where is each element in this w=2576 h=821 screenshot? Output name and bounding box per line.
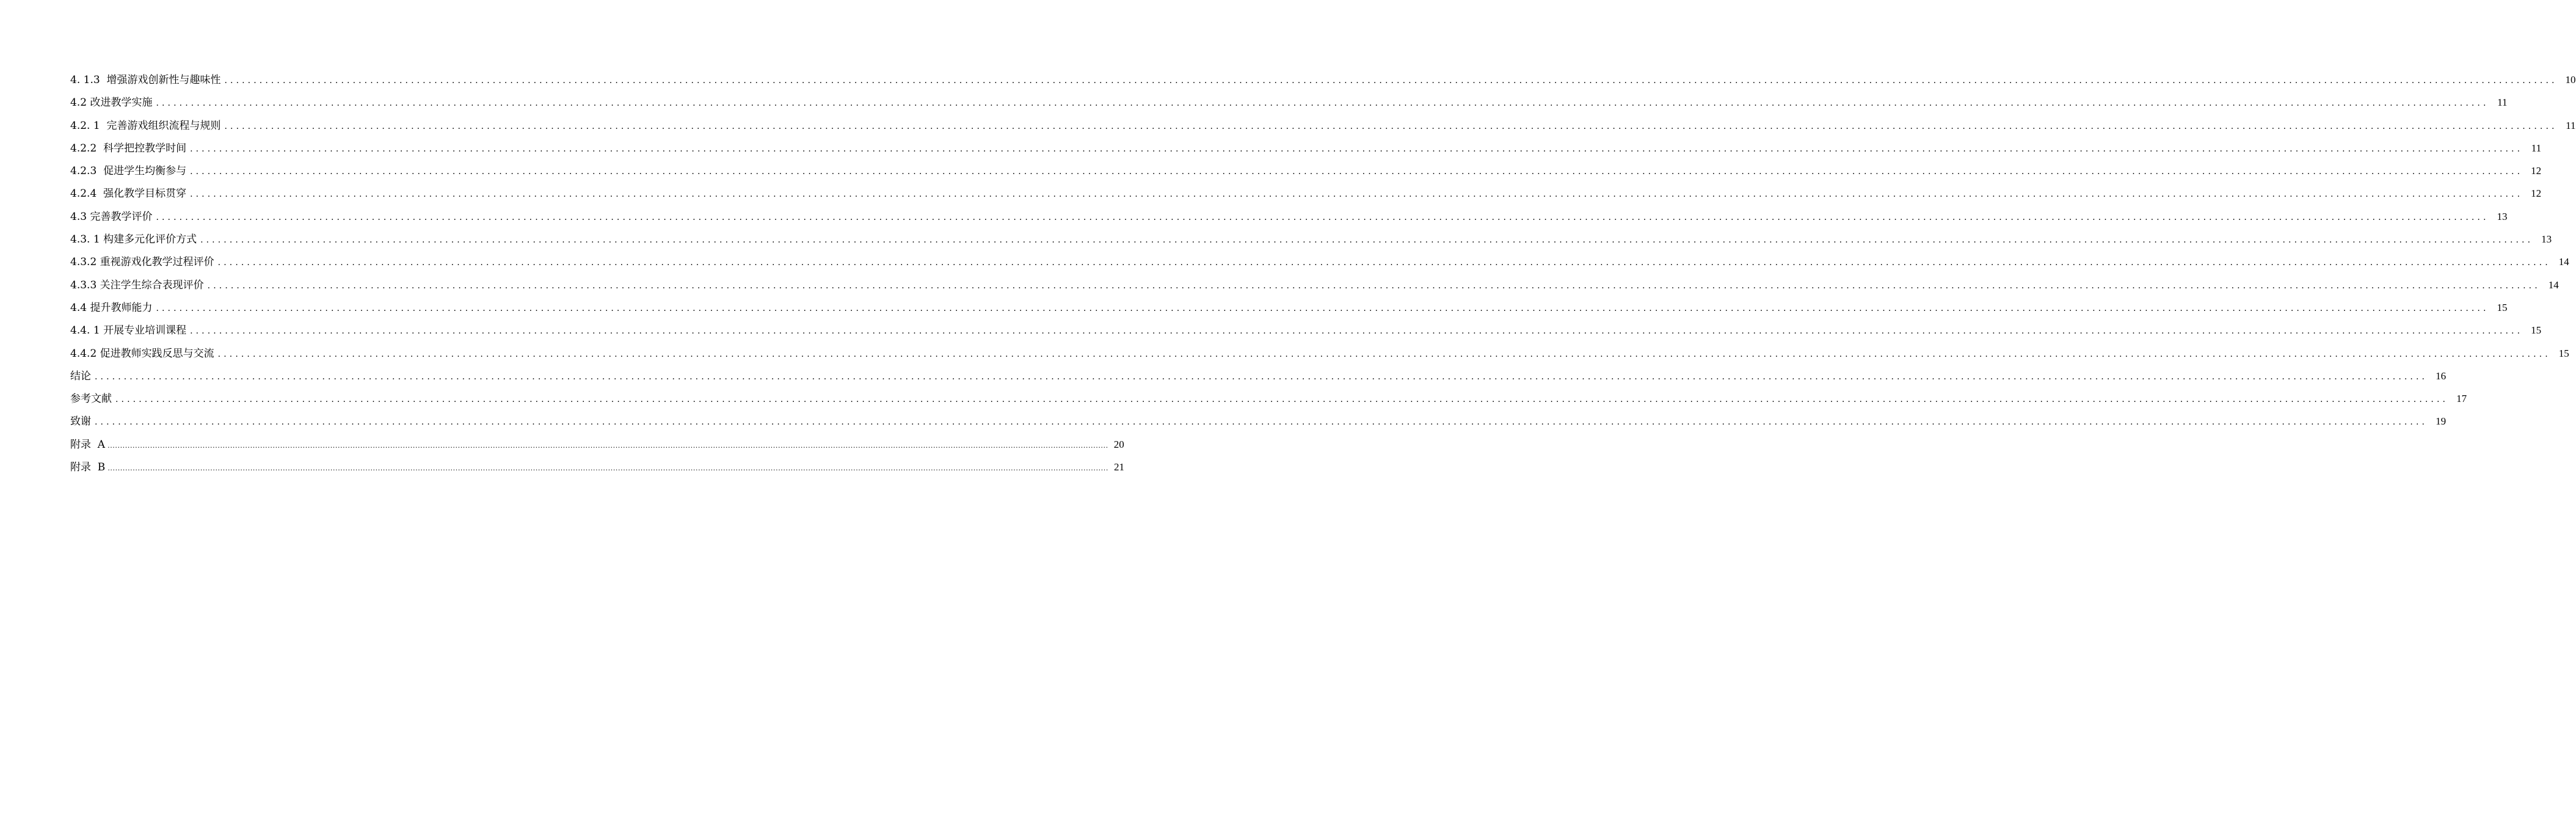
toc-leader-dots: ................................................................................................................................................................................................................................................................................................................................................................................................................ — [207, 280, 2541, 291]
toc-entry[interactable] — [70, 321, 2542, 344]
table-of-contents — [70, 71, 2576, 481]
toc-entry[interactable] — [70, 208, 2508, 230]
toc-entry[interactable] — [70, 276, 2559, 299]
toc-entry[interactable] — [70, 436, 1124, 458]
toc-entry[interactable] — [70, 162, 2542, 184]
toc-entry-page: 11 — [2497, 97, 2508, 109]
toc-leader-dots: ................................................................................................................................................................................................................................................................................................................................................................................................................ — [224, 121, 2558, 131]
toc-leader-dots: ................................................................................................................................................................................................................................................................................................................................................................................................................ — [156, 212, 2489, 222]
toc-leader-dots: ................................................................................................................................................................................................................................................................................................................................................................................................................ — [107, 441, 1108, 450]
toc-entry[interactable] — [70, 367, 2447, 390]
toc-entry[interactable] — [70, 93, 2508, 116]
toc-entry-title: 4.2. 1 完善游戏组织流程与规则 — [70, 119, 221, 132]
toc-entry-title: 4.3. 1 构建多元化评价方式 — [70, 233, 197, 246]
toc-entry-title: 4. 1.3 增强游戏创新性与趣味性 — [70, 74, 221, 86]
toc-entry-page: 15 — [2497, 301, 2508, 313]
toc-entry-page: 17 — [2456, 393, 2467, 405]
toc-entry-title: 4.2 改进教学实施 — [70, 97, 153, 109]
toc-entry-page: 12 — [2531, 165, 2542, 177]
toc-leader-dots: ................................................................................................................................................................................................................................................................................................................................................................................................................ — [115, 395, 2449, 405]
toc-entry[interactable] — [70, 230, 2552, 253]
toc-entry-page: 13 — [2497, 210, 2508, 222]
toc-entry-title: 4.3 完善教学评价 — [70, 210, 153, 223]
toc-leader-dots: ................................................................................................................................................................................................................................................................................................................................................................................................................ — [190, 167, 2523, 177]
toc-entry-title: 4.2.2 科学把控教学时间 — [70, 142, 187, 155]
toc-entry-page: 21 — [1113, 461, 1124, 473]
toc-entry-page: 13 — [2541, 233, 2552, 246]
toc-entry-title: 致谢 — [70, 415, 91, 428]
toc-entry-page: 16 — [2436, 370, 2447, 382]
toc-entry-title: 4.4.2 促进教师实践反思与交流 — [70, 347, 214, 360]
toc-entry[interactable] — [70, 71, 2576, 93]
toc-entry-title: 4.3.3 关注学生综合表现评价 — [70, 279, 204, 291]
toc-entry[interactable] — [70, 458, 1124, 481]
toc-entry-page: 12 — [2531, 188, 2542, 200]
toc-entry-page: 19 — [2436, 415, 2447, 428]
toc-leader-dots: ................................................................................................................................................................................................................................................................................................................................................................................................................ — [217, 258, 2551, 268]
toc-leader-dots: ................................................................................................................................................................................................................................................................................................................................................................................................................ — [107, 464, 1108, 473]
toc-entry-title: 4.3.2 重视游戏化教学过程评价 — [70, 256, 214, 269]
toc-entry-page: 15 — [2531, 324, 2542, 337]
toc-entry-title: 结论 — [70, 370, 91, 382]
toc-leader-dots: ................................................................................................................................................................................................................................................................................................................................................................................................................ — [190, 144, 2523, 154]
toc-entry-title: 4.2.3 促进学生均衡参与 — [70, 165, 187, 178]
toc-entry-page: 11 — [2531, 142, 2542, 154]
toc-leader-dots: ................................................................................................................................................................................................................................................................................................................................................................................................................ — [156, 303, 2489, 313]
toc-entry[interactable] — [70, 253, 2569, 275]
toc-leader-dots: ................................................................................................................................................................................................................................................................................................................................................................................................................ — [190, 326, 2523, 337]
toc-entry-title: 4.4 提升教师能力 — [70, 301, 153, 314]
toc-leader-dots: ................................................................................................................................................................................................................................................................................................................................................................................................................ — [95, 371, 2428, 382]
toc-entry-title: 附录 B — [70, 461, 106, 474]
toc-leader-dots: ................................................................................................................................................................................................................................................................................................................................................................................................................ — [224, 76, 2558, 86]
toc-entry-page: 10 — [2565, 74, 2576, 86]
toc-entry[interactable] — [70, 299, 2508, 321]
toc-entry-title: 4.4. 1 开展专业培训课程 — [70, 324, 187, 337]
toc-leader-dots: ................................................................................................................................................................................................................................................................................................................................................................................................................ — [95, 417, 2428, 428]
toc-leader-dots: ................................................................................................................................................................................................................................................................................................................................................................................................................ — [156, 98, 2489, 109]
toc-entry-page: 14 — [2548, 279, 2559, 291]
toc-entry-title: 附录 A — [70, 438, 106, 451]
toc-entry[interactable] — [70, 390, 2467, 412]
toc-entry[interactable] — [70, 184, 2542, 207]
toc-entry[interactable] — [70, 117, 2576, 139]
toc-leader-dots: ................................................................................................................................................................................................................................................................................................................................................................................................................ — [190, 189, 2523, 200]
toc-entry[interactable] — [70, 345, 2569, 367]
toc-entry-page: 14 — [2558, 256, 2569, 268]
toc-entry[interactable] — [70, 412, 2447, 435]
toc-entry-title: 参考文献 — [70, 393, 112, 406]
toc-entry-page: 15 — [2558, 347, 2569, 359]
toc-leader-dots: ................................................................................................................................................................................................................................................................................................................................................................................................................ — [200, 235, 2534, 246]
toc-entry-page: 20 — [1113, 438, 1124, 450]
toc-entry-title: 4.2.4 强化教学目标贯穿 — [70, 188, 187, 200]
toc-entry[interactable] — [70, 139, 2542, 162]
toc-leader-dots: ................................................................................................................................................................................................................................................................................................................................................................................................................ — [217, 349, 2551, 359]
toc-entry-page: 11 — [2566, 119, 2576, 131]
